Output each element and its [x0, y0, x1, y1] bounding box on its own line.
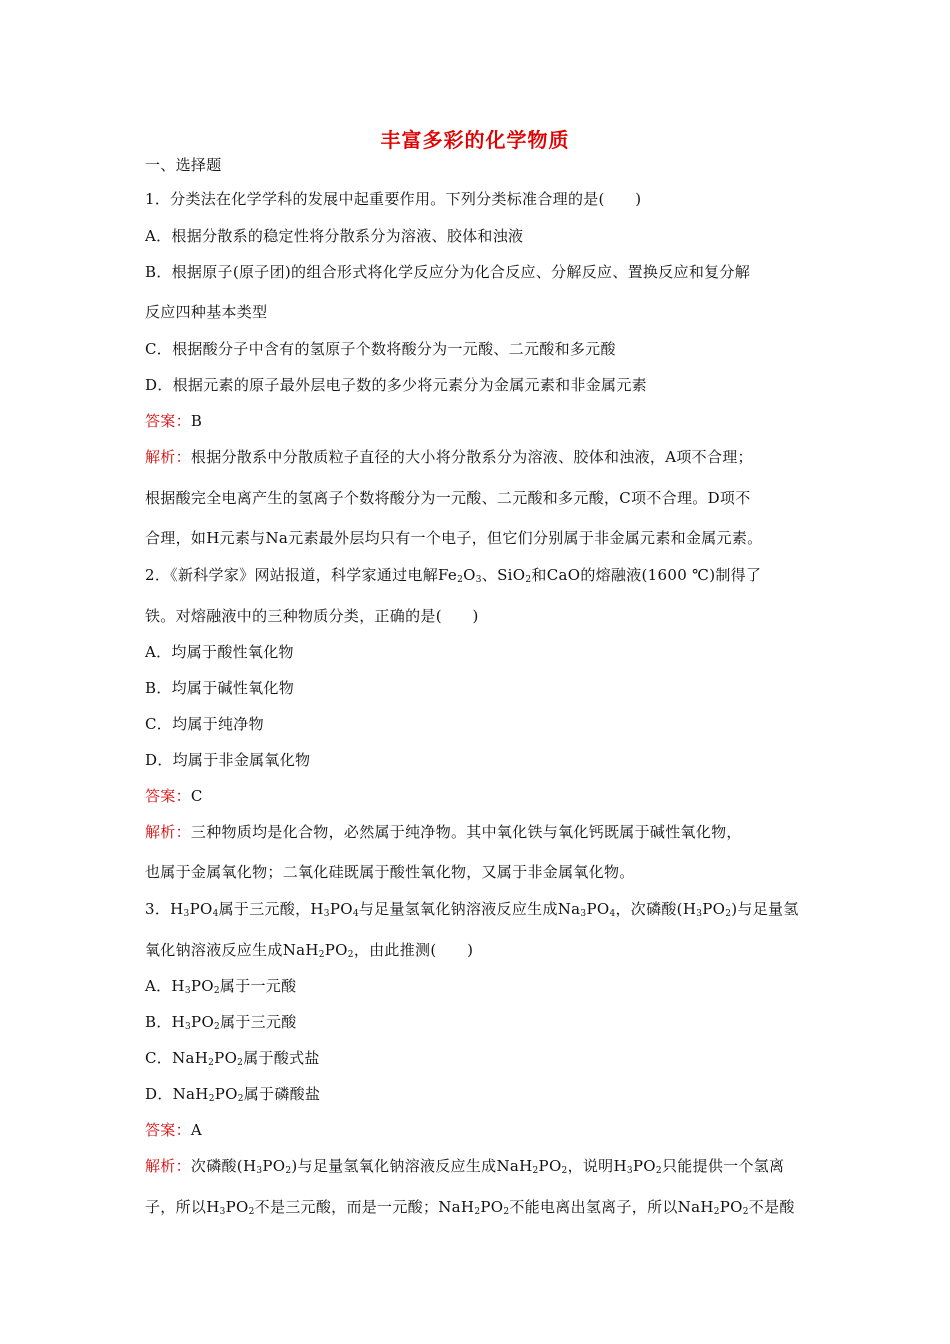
answer-label: 答案： [145, 787, 191, 805]
document-title: 丰富多彩的化学物质 [380, 128, 570, 152]
q2-option-d: D．均属于非金属氧化物 [145, 751, 311, 769]
q2-analysis-line1: 解析：三种物质均是化合物，必然属于纯净物。其中氧化铁与氧化钙既属于碱性氧化物， [145, 823, 742, 841]
q2-option-a: A．均属于酸性氧化物 [145, 643, 294, 661]
q2-analysis-line2: 也属于金属氧化物；二氧化硅既属于酸性氧化物，又属于非金属氧化物。 [145, 863, 635, 881]
q1-option-b-line2: 反应四种基本类型 [145, 303, 268, 321]
q1-option-c: C．根据酸分子中含有的氢原子个数将酸分为一元酸、二元酸和多元酸 [145, 340, 616, 358]
q3-option-b: B．$H_3PO_2$属于三元酸 [145, 1013, 297, 1032]
answer-value: B [190, 412, 203, 430]
q1-stem: 1．分类法在化学学科的发展中起重要作用。下列分类标准合理的是( ) [145, 190, 642, 208]
q1-answer [145, 410, 202, 431]
analysis-label: 解析： [145, 823, 191, 841]
q3-stem-line1: 3．$H_3PO_4$属于三元酸，$H_3PO_4$与足量氢氧化钠溶液反应生成$Na_3PO_4$，次磷酸$(H_3PO_2)$与足量氢 [145, 900, 799, 919]
q2-stem-line1: 2．《新科学家》网站报道，科学家通过电解$Fe_2O_3$、SiO$_2$和CaO的熔融液(1600 ℃)制得了 [145, 566, 762, 585]
q1-analysis-line1: 解析：根据分散系中分散质粒子直径的大小将分散系分为溶液、胶体和浊液，A项不合理； [145, 448, 753, 466]
q3-option-d: D．$NaH_2PO_2$属于磷酸盐 [145, 1085, 321, 1104]
q3-answer [145, 1119, 202, 1140]
q3-analysis-line2: 子，所以$H_3PO_2$不是三元酸，而是一元酸；$NaH_2PO_2$不能电离出氢离子，所以$NaH_2PO_2$不是酸 [145, 1198, 795, 1217]
q1-analysis-line2: 根据酸完全电离产生的氢离子个数将酸分为一元酸、二元酸和多元酸，C项不合理。D项不 [145, 489, 751, 507]
q3-option-a: A．$H_3PO_2$属于一元酸 [145, 977, 297, 996]
q1-option-d: D．根据元素的原子最外层电子数的多少将元素分为金属元素和非金属元素 [145, 376, 647, 394]
answer-value: C [190, 787, 203, 805]
section-heading: 一、选择题 [145, 156, 222, 174]
q3-stem-line2: 氧化钠溶液反应生成$NaH_2PO_2$，由此推测( ) [145, 941, 474, 960]
q3-analysis-line1: 解析：次磷酸$(H_3PO_2)$与足量氢氧化钠溶液反应生成$NaH_2PO_2$，说明$H_3PO_2$只能提供一个氢离 [145, 1157, 785, 1176]
q2-option-b: B．均属于碱性氧化物 [145, 679, 295, 697]
q3-option-c: C．$NaH_2PO_2$属于酸式盐 [145, 1049, 320, 1068]
q2-stem-line2: 铁。对熔融液中的三种物质分类，正确的是( ) [145, 607, 479, 625]
analysis-label: 解析： [145, 448, 191, 466]
q2-answer [145, 785, 203, 806]
q1-option-a: A．根据分散系的稳定性将分散系分为溶液、胶体和浊液 [145, 227, 524, 245]
q1-analysis-line3: 合理，如H元素与Na元素最外层均只有一个电子，但它们分别属于非金属元素和金属元素。 [145, 529, 763, 547]
answer-label: 答案： [145, 1121, 191, 1139]
analysis-label: 解析： [145, 1157, 191, 1175]
answer-label: 答案： [145, 412, 191, 430]
q2-option-c: C．均属于纯净物 [145, 715, 264, 733]
q1-option-b-line1: B．根据原子(原子团)的组合形式将化学反应分为化合反应、分解反应、置换反应和复分解 [145, 263, 751, 281]
answer-value: A [190, 1121, 203, 1139]
